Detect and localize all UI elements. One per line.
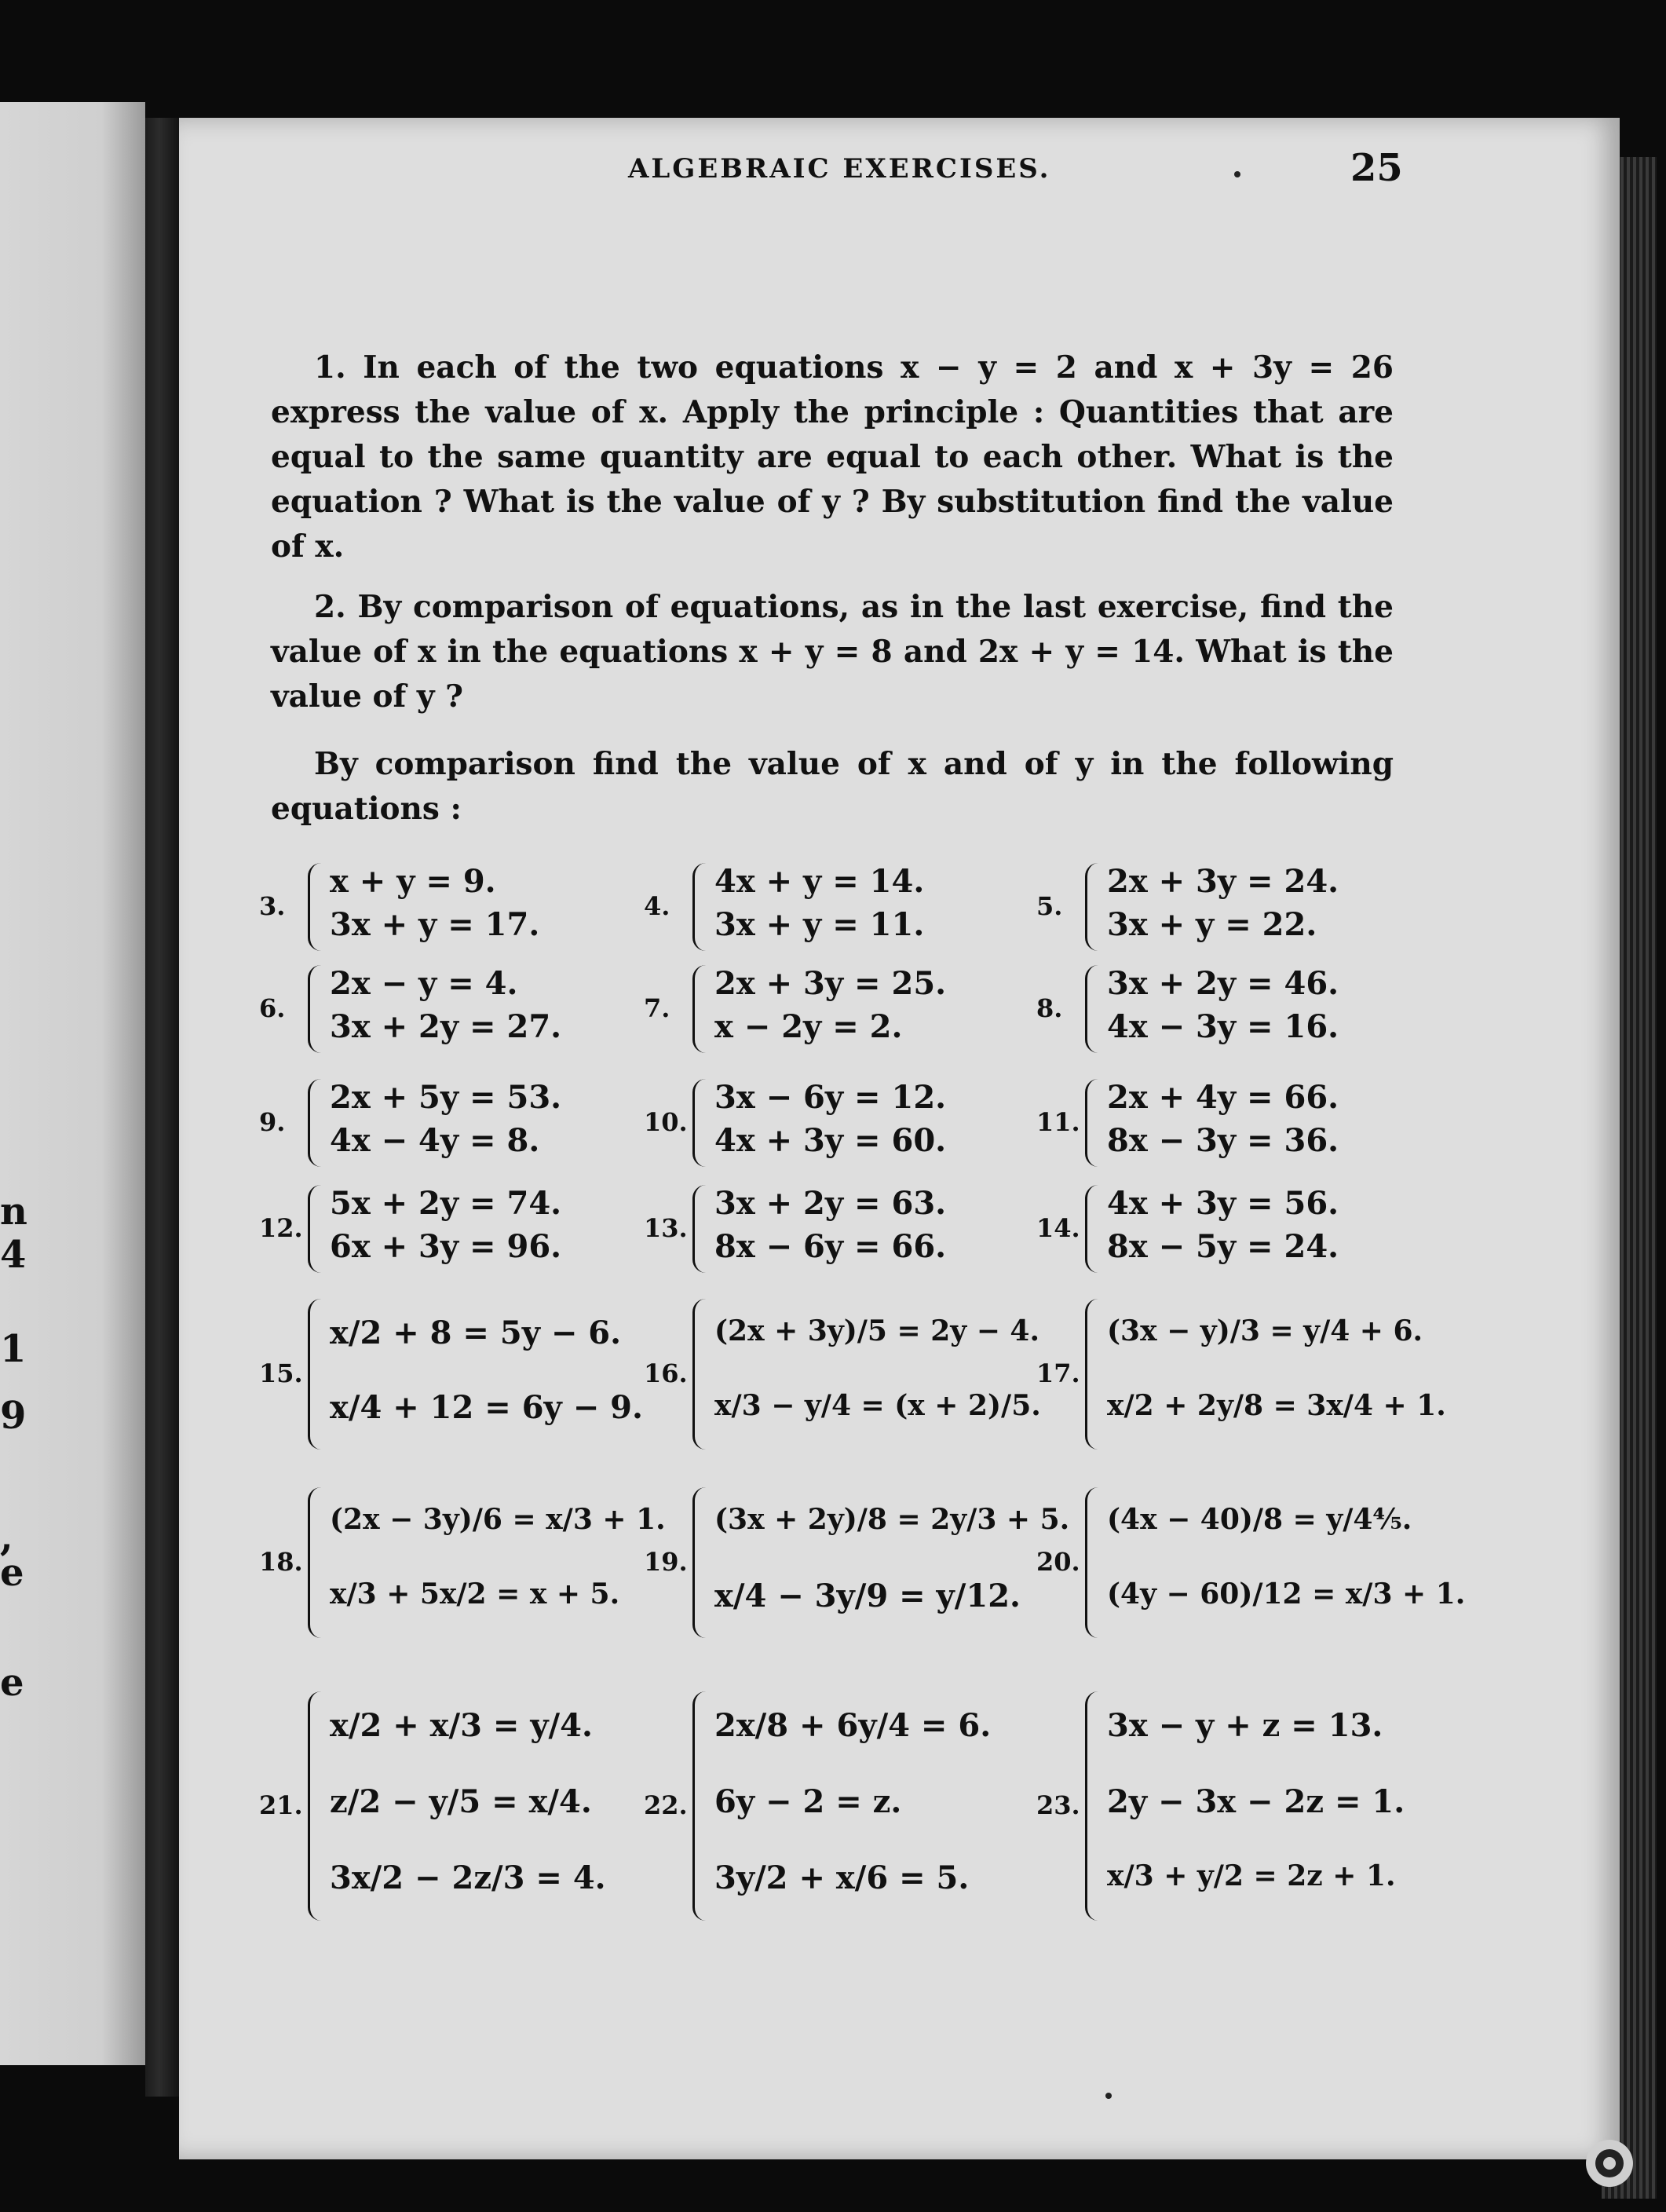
system-brace: [1085, 863, 1098, 951]
equation-line: x/2 + 8 = 5y − 6.: [330, 1314, 622, 1351]
equation-line: 4x + 3y = 60.: [714, 1121, 947, 1159]
equation-line: 6x + 3y = 96.: [330, 1227, 562, 1265]
equation-line: 3x + 2y = 63.: [714, 1184, 947, 1222]
problem-8: [1036, 962, 1397, 1056]
equation-line: 2x − y = 4.: [330, 964, 518, 1002]
problem-label: 7.: [644, 993, 670, 1023]
equation-line: 4x − 4y = 8.: [330, 1121, 540, 1159]
left-page-fragment: e: [0, 1661, 24, 1705]
equation-line: (3x − y)/3 = y/4 + 6.: [1107, 1314, 1423, 1347]
equation-line: (2x − 3y)/6 = x/3 + 1.: [330, 1502, 666, 1536]
equation-line: x/2 + 2y/8 = 3x/4 + 1.: [1107, 1388, 1446, 1422]
problem-17: [1036, 1296, 1446, 1453]
problem-label: 18.: [259, 1547, 303, 1577]
page-number: 25: [1350, 146, 1403, 190]
system-brace: [1085, 965, 1098, 1053]
equation-line: 2x + 4y = 66.: [1107, 1078, 1339, 1116]
equation-line: 8x − 3y = 36.: [1107, 1121, 1339, 1159]
equation-line: 4x − 3y = 16.: [1107, 1007, 1339, 1045]
equation-line: 4x + 3y = 56.: [1107, 1184, 1339, 1222]
equation-line: (2x + 3y)/5 = 2y − 4.: [714, 1314, 1039, 1347]
problem-6: [259, 962, 620, 1056]
problem-label: 15.: [259, 1358, 303, 1388]
problem-label: 17.: [1036, 1358, 1080, 1388]
system-brace: [308, 1185, 321, 1273]
exercise-1: 1. In each of the two equations x − y = 2 and x + 3y = 26 express the value of x. Apply the principle : Quantities that are equal to the same quantity are equal to each other. What is the equation ? What is the value of y ? By substitution find the value of x.: [271, 349, 1394, 565]
system-brace: [308, 1299, 321, 1450]
equation-line: 3x + y = 11.: [714, 905, 925, 943]
problem-label: 14.: [1036, 1213, 1080, 1243]
problem-label: 16.: [644, 1358, 688, 1388]
left-page-fragment: 9: [0, 1394, 27, 1438]
problem-20: [1036, 1484, 1466, 1641]
system-brace: [692, 1299, 706, 1450]
equation-line: 3y/2 + x/6 = 5.: [714, 1859, 970, 1896]
equation-line: (4y − 60)/12 = x/3 + 1.: [1107, 1577, 1466, 1611]
problem-label: 9.: [259, 1107, 286, 1137]
equation-line: 2x + 3y = 24.: [1107, 862, 1339, 900]
problem-14: [1036, 1182, 1397, 1276]
equation-line: (3x + 2y)/8 = 2y/3 + 5.: [714, 1502, 1070, 1536]
system-brace: [692, 1487, 706, 1638]
equation-line: x/2 + x/3 = y/4.: [330, 1707, 593, 1745]
problem-23: [1036, 1688, 1405, 1924]
left-page-edge: [0, 102, 145, 2065]
problem-21: [259, 1688, 620, 1924]
problem-4: [644, 860, 1005, 954]
problem-label: 19.: [644, 1547, 688, 1577]
problem-7: [644, 962, 1005, 1056]
equation-line: z/2 − y/5 = x/4.: [330, 1783, 592, 1820]
equation-line: x + y = 9.: [330, 862, 496, 900]
system-brace: [692, 1079, 706, 1167]
equation-line: 2x + 3y = 25.: [714, 964, 947, 1002]
equation-line: x/4 + 12 = 6y − 9.: [330, 1388, 643, 1426]
problem-9: [259, 1076, 620, 1170]
equation-line: 3x + 2y = 27.: [330, 1007, 562, 1045]
problem-label: 10.: [644, 1107, 688, 1137]
print-dot: [1105, 2093, 1112, 2099]
running-title: ALGEBRAIC EXERCISES.: [628, 153, 1051, 185]
equation-line: 6y − 2 = z.: [714, 1783, 902, 1820]
problem-label: 12.: [259, 1213, 303, 1243]
problem-label: 23.: [1036, 1790, 1080, 1820]
equation-line: 3x + y = 22.: [1107, 905, 1317, 943]
problem-label: 4.: [644, 891, 670, 921]
problem-label: 5.: [1036, 891, 1063, 921]
equation-line: x/4 − 3y/9 = y/12.: [714, 1577, 1021, 1614]
equation-line: 8x − 6y = 66.: [714, 1227, 947, 1265]
problem-10: [644, 1076, 1005, 1170]
left-page-fragment: ,: [0, 1515, 13, 1559]
left-page-fragment: 4: [0, 1233, 27, 1277]
problem-16: [644, 1296, 1041, 1453]
equation-line: x − 2y = 2.: [714, 1007, 903, 1045]
equation-line: 4x + y = 14.: [714, 862, 925, 900]
equation-line: 3x/2 − 2z/3 = 4.: [330, 1859, 606, 1896]
library-stamp-icon: [1578, 2132, 1641, 2195]
problem-label: 3.: [259, 891, 286, 921]
problem-22: [644, 1688, 1005, 1924]
left-page-fragment: n: [0, 1190, 27, 1234]
left-page-fragment: e: [0, 1551, 24, 1595]
system-brace: [308, 1079, 321, 1167]
equation-line: 3x − y + z = 13.: [1107, 1707, 1383, 1745]
system-brace: [308, 1691, 321, 1921]
problem-label: 13.: [644, 1213, 688, 1243]
system-brace: [1085, 1691, 1098, 1921]
system-brace: [1085, 1185, 1098, 1273]
system-brace: [692, 1691, 706, 1921]
system-brace: [1085, 1079, 1098, 1167]
problem-label: 22.: [644, 1790, 688, 1820]
problem-label: 6.: [259, 993, 286, 1023]
system-brace: [1085, 1299, 1098, 1450]
equation-line: 3x + y = 17.: [330, 905, 540, 943]
print-dot: [1234, 171, 1240, 177]
equation-line: 5x + 2y = 74.: [330, 1184, 562, 1222]
equation-line: x/3 + 5x/2 = x + 5.: [330, 1577, 620, 1611]
problem-label: 11.: [1036, 1107, 1080, 1137]
system-brace: [1085, 1487, 1098, 1638]
equation-line: x/3 − y/4 = (x + 2)/5.: [714, 1388, 1041, 1422]
system-brace: [308, 863, 321, 951]
problem-label: 21.: [259, 1790, 303, 1820]
system-brace: [308, 965, 321, 1053]
instructions: By comparison find the value of x and of y in the following equations :: [271, 746, 1394, 827]
problem-label: 8.: [1036, 993, 1063, 1023]
system-brace: [692, 1185, 706, 1273]
equation-line: 8x − 5y = 24.: [1107, 1227, 1339, 1265]
problem-3: [259, 860, 620, 954]
problem-5: [1036, 860, 1397, 954]
problem-13: [644, 1182, 1005, 1276]
equation-line: 3x − 6y = 12.: [714, 1078, 947, 1116]
problem-15: [259, 1296, 643, 1453]
left-page-fragment: 1: [0, 1327, 27, 1371]
equation-line: 3x + 2y = 46.: [1107, 964, 1339, 1002]
system-brace: [308, 1487, 321, 1638]
equation-line: 2x/8 + 6y/4 = 6.: [714, 1707, 992, 1745]
equation-line: 2x + 5y = 53.: [330, 1078, 562, 1116]
problem-12: [259, 1182, 620, 1276]
equation-line: x/3 + y/2 = 2z + 1.: [1107, 1859, 1396, 1892]
problem-label: 20.: [1036, 1547, 1080, 1577]
system-brace: [692, 863, 706, 951]
equation-line: 2y − 3x − 2z = 1.: [1107, 1783, 1405, 1820]
system-brace: [692, 965, 706, 1053]
exercise-2: 2. By comparison of equations, as in the last exercise, find the value of x in the equations x + y = 8 and 2x + y = 14. What is the value of y ?: [271, 589, 1394, 715]
problem-11: [1036, 1076, 1397, 1170]
book-gutter: [145, 118, 181, 2097]
equation-line: (4x − 40)/8 = y/4⅘.: [1107, 1502, 1412, 1536]
